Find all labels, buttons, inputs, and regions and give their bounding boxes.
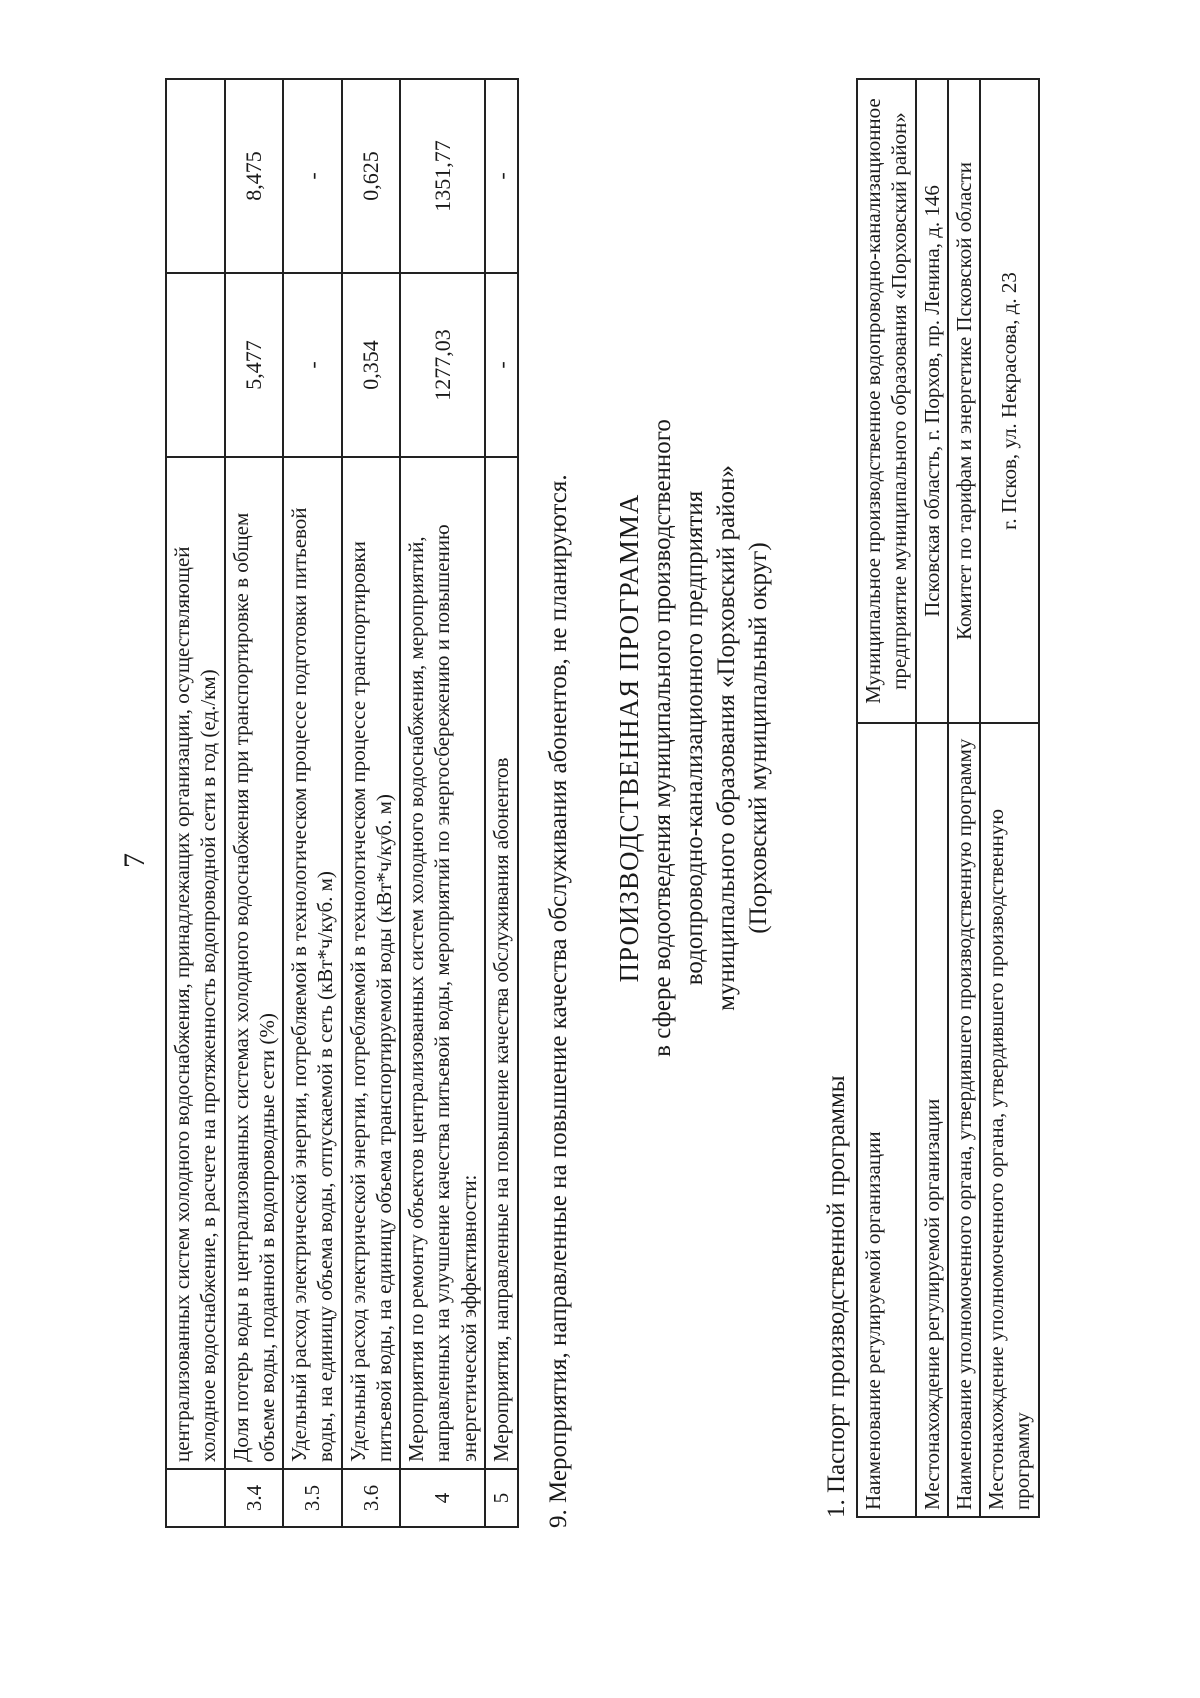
passport-label: Наименование уполномоченного органа, утвердившего производственную программу (948, 723, 980, 1517)
passport-label: Наименование регулируемой организации (857, 723, 916, 1517)
passport-value: Комитет по тарифам и энергетике Псковской области (948, 79, 980, 723)
row-value-2: - (283, 79, 342, 273)
program-subtitle-line: (Порховский муниципальный округ) (744, 542, 772, 934)
row-number: 5 (485, 1469, 519, 1527)
row-value-1: - (485, 273, 519, 457)
passport-value: г. Псков, ул. Некрасова, д. 23 (980, 79, 1039, 723)
row-value-1: 1277,03 (400, 273, 485, 457)
table-row (916, 79, 948, 1517)
table-row (980, 79, 1039, 1517)
row-value-2: 1351,77 (400, 79, 485, 273)
program-subtitle-line: в сфере водоотведения муниципального производственного (648, 419, 676, 1057)
program-subtitle-line: муниципального образования «Порховский район» (712, 465, 740, 1011)
row-value-2: - (485, 79, 519, 273)
table-row (166, 79, 225, 1527)
passport-value: Псковская область, г. Порхов, пр. Ленина, д. 146 (916, 79, 948, 723)
row-number: 3.6 (342, 1469, 401, 1527)
table-row (485, 79, 519, 1527)
passport-table (856, 78, 1040, 1518)
table-row (857, 79, 916, 1517)
indicators-table (165, 78, 519, 1528)
row-text: Мероприятия, направленные на повышение качества обслуживания абонентов (485, 457, 519, 1469)
row-number: 4 (400, 1469, 485, 1527)
section-9-note: 9. Мероприятия, направленные на повышение качества обслуживания абонентов, не планируются. (545, 474, 572, 1528)
row-value-1: - (283, 273, 342, 457)
passport-label: Местонахождение регулируемой организации (916, 723, 948, 1517)
page-number: 7 (118, 853, 151, 868)
row-number (166, 1469, 225, 1527)
row-value-2: 8,475 (225, 79, 284, 273)
table-row (948, 79, 980, 1517)
row-value-1: 5,477 (225, 273, 284, 457)
table-row (342, 79, 401, 1527)
row-text: Доля потерь воды в централизованных системах холодного водоснабжения при транспортировке в общем объеме воды, поданной в водопроводные сети (%) (225, 457, 284, 1469)
table-row (283, 79, 342, 1527)
row-value-2 (166, 79, 225, 273)
table-row (400, 79, 485, 1527)
program-subtitle-line: водопроводно-канализационного предприятия (680, 490, 708, 986)
row-text: Мероприятия по ремонту объектов централизованных систем холодного водоснабжения, мероприятий, направленных на улучшение качества питьевой воды, мероприятий по энергосбережению и повышению энергетической эффективности: (400, 457, 485, 1469)
program-title: ПРОИЗВОДСТВЕННАЯ ПРОГРАММА (614, 493, 644, 983)
passport-label: Местонахождение уполномоченного органа, утвердившего производственную программу (980, 723, 1039, 1517)
passport-heading: 1. Паспорт производственной программы (823, 1075, 850, 1518)
row-text: Удельный расход электрической энергии, потребляемой в технологическом процессе подготовки питьевой воды, на единицу объема воды, отпускаемой в сеть (кВт*ч/куб. м) (283, 457, 342, 1469)
row-value-1: 0,354 (342, 273, 401, 457)
row-value-2: 0,625 (342, 79, 401, 273)
row-text: Удельный расход электрической энергии, потребляемой в технологическом процессе транспортировки питьевой воды, на единицу объема транспортируемой воды (кВт*ч/куб. м) (342, 457, 401, 1469)
row-value-1 (166, 273, 225, 457)
table-row (225, 79, 284, 1527)
row-number: 3.5 (283, 1469, 342, 1527)
passport-value: Муниципальное производственное водопроводно-канализационное предприятие муниципального образования «Порховский район» (857, 79, 916, 723)
row-number: 3.4 (225, 1469, 284, 1527)
program-title-block (612, 378, 775, 1098)
row-text: централизованных систем холодного водоснабжения, принадлежащих организации, осуществляющей холодное водоснабжение, в расчете на протяженность водопроводной сети в год (ед./км) (166, 457, 225, 1469)
